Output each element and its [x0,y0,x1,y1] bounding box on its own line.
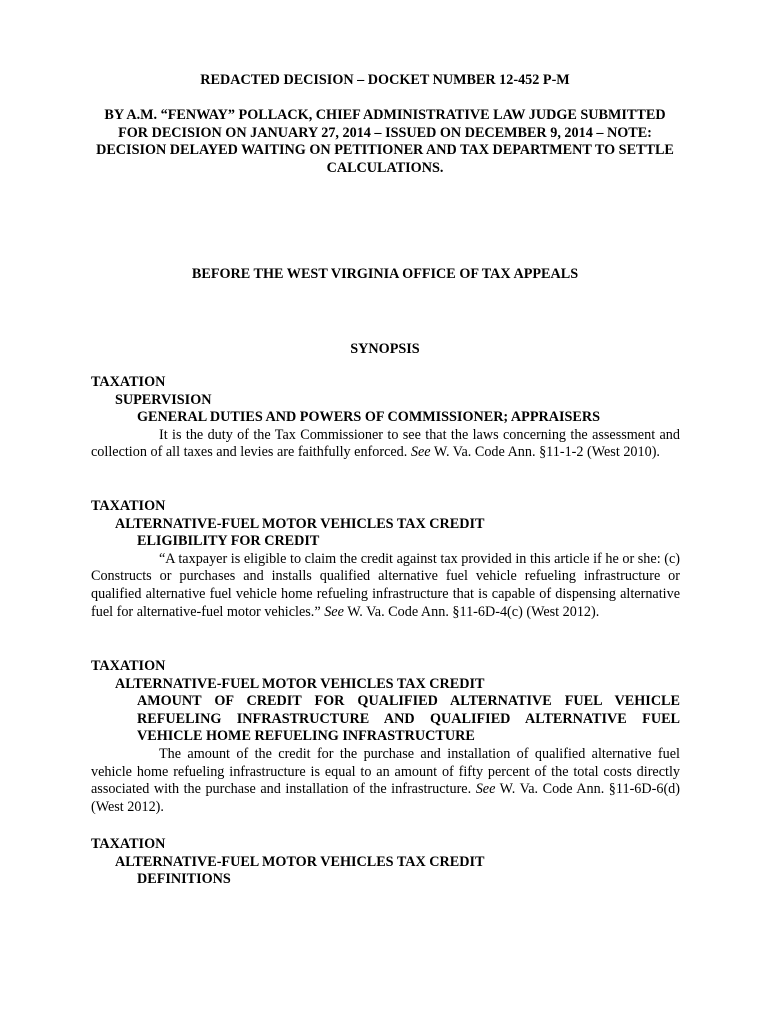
section-text: “A taxpayer is eligible to claim the credit against tax provided in this article if he or she: (c) Constructs or purchases and installs qualified alternative fuel vehicle refueling infrastructure or qualified alternative fuel vehicle home refueling infrastructure that is capable of dispensing alternative fuel for alternative-fuel motor vehicles.” [91,550,680,620]
tribunal-heading: BEFORE THE WEST VIRGINIA OFFICE OF TAX APPEALS [191,266,579,282]
synopsis-section-3 [91,658,680,816]
section-body [91,427,680,462]
synopsis-section-4 [91,836,680,889]
section-topic: TAXATION [91,658,166,674]
section-body [91,551,680,621]
citation: W. Va. Code Ann. §11-6D-6(d) (West 2012). [91,781,680,815]
section-text: It is the duty of the Tax Commissioner to see that the laws concerning the assessment and collection of all taxes and levies are faithfully enforced. [91,426,680,461]
see-signal: See [475,781,496,798]
synopsis-heading: SYNOPSIS [350,341,420,357]
section-heading: AMOUNT OF CREDIT FOR QUALIFIED ALTERNATIVE FUEL VEHICLE REFUELING INFRASTRUCTURE AND QUALIFIED ALTERNATIVE FUEL VEHICLE HOME REFUELING INFRASTRUCTURE [137,693,680,745]
section-subtopic: SUPERVISION [115,391,212,408]
section-heading: ELIGIBILITY FOR CREDIT [137,533,320,550]
see-signal: See [324,603,344,620]
section-topic: TAXATION [91,836,166,852]
citation: W. Va. Code Ann. §11-1-2 (West 2010). [430,444,660,461]
section-heading: GENERAL DUTIES AND POWERS OF COMMISSIONER; APPRAISERS [137,409,601,426]
docket-heading: REDACTED DECISION – DOCKET NUMBER 12-452 P-M [200,72,570,88]
see-signal: See [410,444,431,461]
section-topic: TAXATION [91,498,166,514]
section-heading: DEFINITIONS [137,871,231,888]
citation: W. Va. Code Ann. §11-6D-4(c) (West 2012). [343,603,600,620]
section-subtopic: ALTERNATIVE-FUEL MOTOR VEHICLES TAX CREDIT [115,675,485,692]
section-subtopic: ALTERNATIVE-FUEL MOTOR VEHICLES TAX CREDIT [115,853,485,870]
section-topic: TAXATION [91,374,166,390]
section-body [91,746,680,816]
synopsis-section-1 [91,374,680,462]
synopsis-section-2 [91,498,680,621]
section-subtopic: ALTERNATIVE-FUEL MOTOR VEHICLES TAX CREDIT [115,515,485,532]
byline-heading: BY A.M. “FENWAY” POLLACK, CHIEF ADMINISTRATIVE LAW JUDGE SUBMITTED FOR DECISION ON JANUARY 27, 2014 – ISSUED ON DECEMBER 9, 2014 – NOTE: DECISION DELAYED WAITING ON PETITIONER AND TAX DEPARTMENT TO SETTLE CALCULATIONS. [96,107,674,176]
section-text: The amount of the credit for the purchase and installation of qualified alternative fuel vehicle home refueling infrastructure is equal to an amount of fifty percent of the total costs directly associated with the purchase and installation of the infrastructure. [91,745,680,798]
